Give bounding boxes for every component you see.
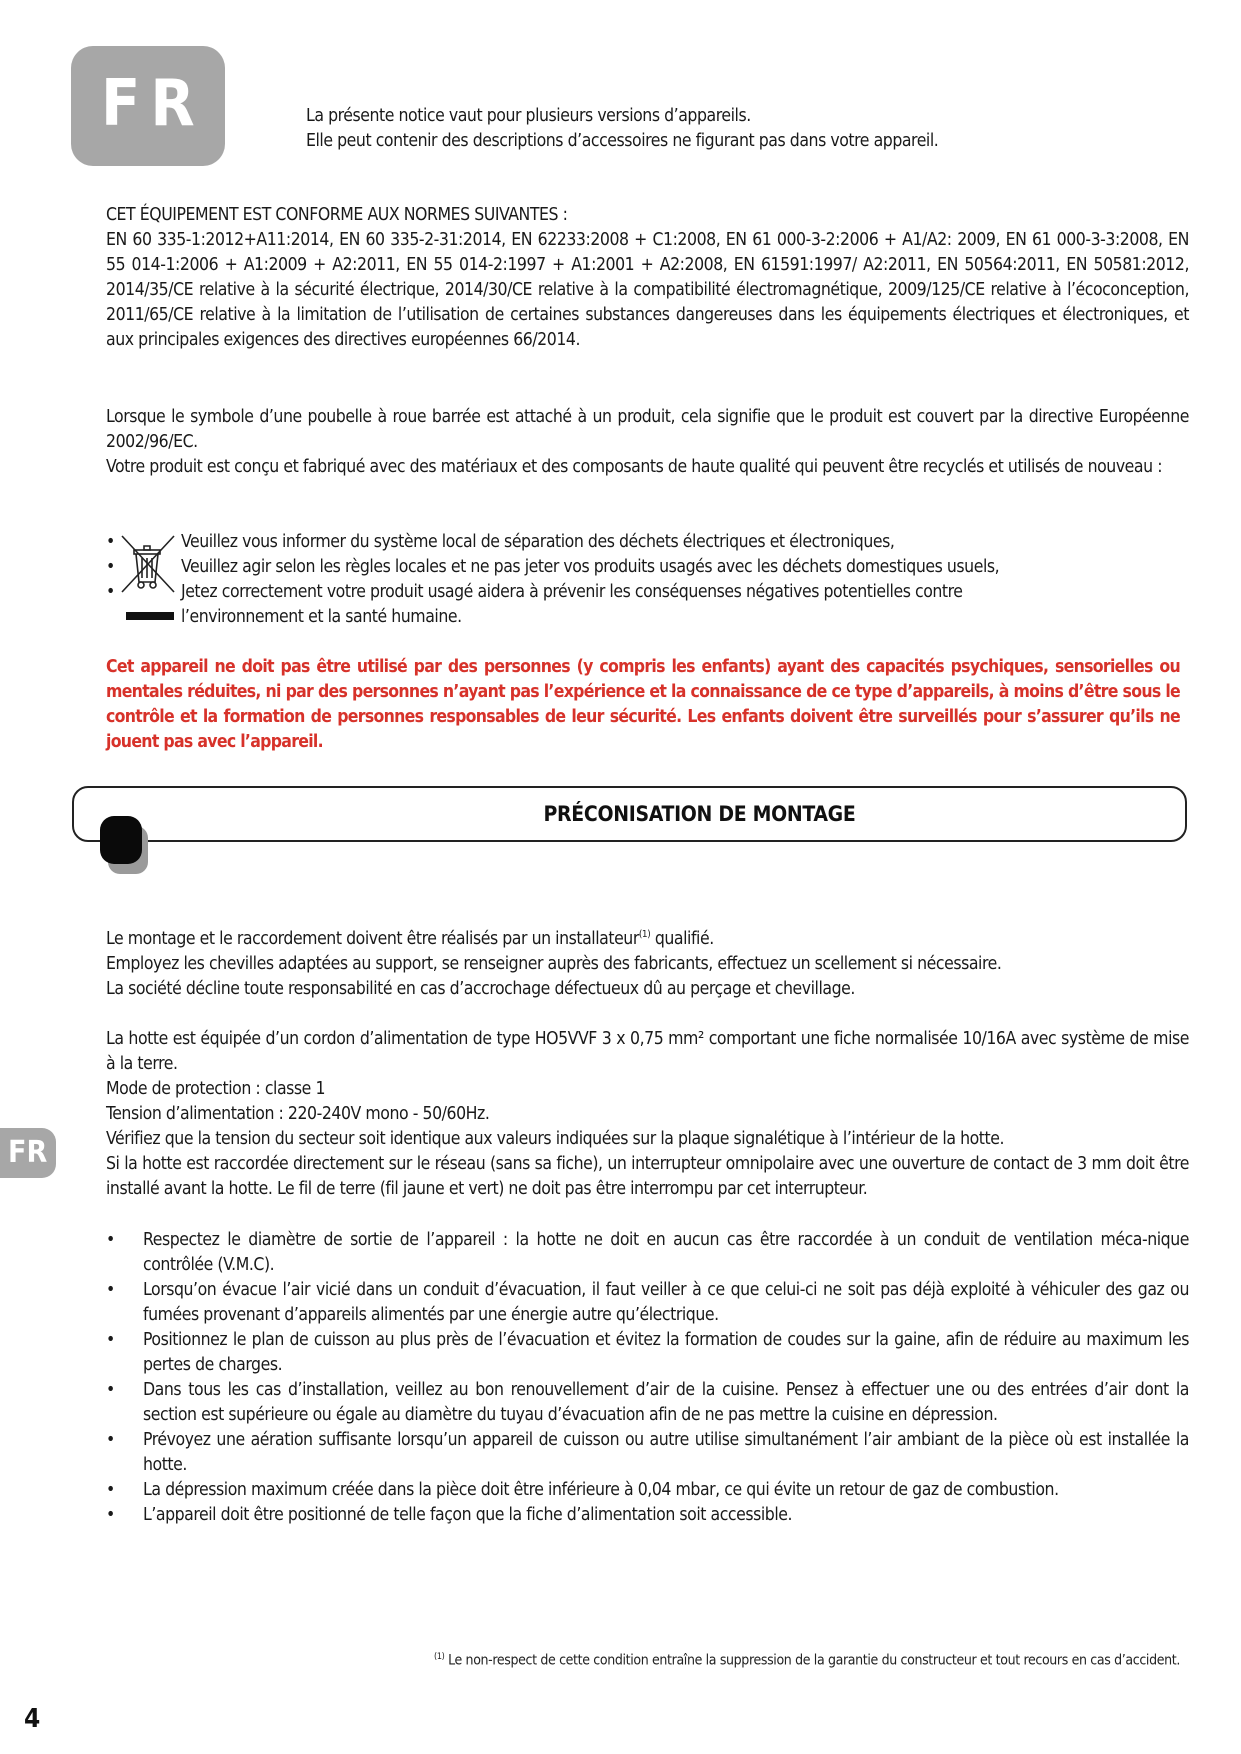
list-item-text: Lorsqu’on évacue l’air vicié dans un conduit d’évacuation, il faut veiller à ce que celui-ci ne soit pas déjà exploité à véhiculer des gaz ou fumées provenant d’appareils alimentés par une énergie autre qu’électrique. — [143, 1280, 1189, 1325]
montage-line: Tension d’alimentation : 220-240V mono - 50/60Hz. — [106, 1104, 490, 1124]
montage-line: Employez les chevilles adaptées au support, se renseigner auprès des fabricants, effectuez un scellement si nécessaire. — [106, 954, 1002, 974]
standards-block — [106, 203, 1189, 353]
language-badge — [71, 46, 225, 166]
list-item-text: Positionnez le plan de cuisson au plus près de l’évacuation et évitez la formation de coudes sur la gaine, afin de réduire au maximum les pertes de charges. — [143, 1330, 1189, 1375]
intro-line: Elle peut contenir des descriptions d’accessoires ne figurant pas dans votre appareil. — [306, 131, 939, 151]
footnote — [434, 1652, 1180, 1669]
language-badge-label: FR — [101, 67, 205, 141]
footnote-ref: (1) — [638, 929, 651, 941]
footnote-text: Le non-respect de cette condition entraîne la suppression de la garantie du constructeur et tout recours en cas d’accident. — [444, 1652, 1180, 1669]
intro-line: La présente notice vaut pour plusieurs versions d’appareils. — [306, 106, 751, 126]
spacer — [106, 1002, 1189, 1027]
list-item-continuation: l’environnement et la santé humaine. — [181, 607, 462, 627]
list-item — [106, 1228, 1189, 1278]
montage-instructions — [106, 927, 1189, 1202]
montage-line: Vérifiez que la tension du secteur soit identique aux valeurs indiquées sur la plaque signalétique à l’intérieur de la hotte. — [106, 1129, 1005, 1149]
list-item-text: Respectez le diamètre de sortie de l’appareil : la hotte ne doit en aucun cas être raccordée à un conduit de ventilation méca-nique contrôlée (V.M.C). — [143, 1230, 1189, 1275]
list-item-text: L’appareil doit être positionné de telle façon que la fiche d’alimentation soit accessible. — [143, 1505, 793, 1525]
weee-block — [106, 405, 1189, 480]
list-item — [106, 1428, 1189, 1478]
list-item — [106, 1378, 1189, 1428]
bullet-glyph: • — [106, 582, 115, 602]
montage-line: Mode de protection : classe 1 — [106, 1079, 326, 1099]
crossed-bin-icon — [120, 532, 176, 622]
list-item — [106, 1503, 1189, 1528]
bullet-glyph: • — [106, 532, 115, 552]
list-item-text: Dans tous les cas d’installation, veillez au bon renouvellement d’air de la cuisine. Pensez à effectuer une ou des entrées d’air dont la section est supérieure ou égale au diamètre du tuyau d’évacuation afin de ne pas mettre la cuisine en dépression. — [143, 1380, 1189, 1425]
list-item — [106, 1278, 1189, 1328]
installation-bullet-list — [106, 1228, 1189, 1528]
bullet-glyph: • — [106, 1480, 115, 1500]
montage-line: La société décline toute responsabilité en cas d’accrochage défectueux dû au perçage et chevillage. — [106, 979, 855, 999]
section-marker — [100, 816, 142, 864]
footnote-marker: (1) — [434, 1652, 445, 1662]
list-item — [106, 1328, 1189, 1378]
standards-text: EN 60 335-1:2012+A11:2014, EN 60 335-2-31:2014, EN 62233:2008 + C1:2008, EN 61 000-3-2:2006 + A1/A2: 2009, EN 61 000-3-3:2008, EN 55 014-1:2006 + A1:2009 + A2:2011, EN 55 014-2:1997 + A1:2001 + A2:2008, EN 61591:1997/ A2:2011, EN 50564:2011, EN 50581:2012, 2014/35/CE relative à la sécurité électrique, 2014/30/CE relative à la compatibilité électromagnétique, 2009/125/CE relative à l’écoconception, 2011/65/CE relative à la limitation de l’utilisation de certaines substances dangereuses dans les équipements électriques et électroniques, et aux principales exigences des directives européennes 66/2014. — [106, 230, 1189, 350]
page-number: 4 — [24, 1704, 41, 1734]
bullet-glyph: • — [106, 1280, 115, 1300]
montage-line — [106, 927, 1189, 952]
safety-warning: Cet appareil ne doit pas être utilisé par des personnes (y compris les enfants) ayant des capacités psychiques, sensorielles ou mentales réduites, ni par des personnes n’ayant pas l’expérience et la connaissance de ce type d’appareils, à moins d’être sous le contrôle et la formation de personnes responsables de leur sécurité. Les enfants doivent être surveillés pour s’assurer qu’ils ne jouent pas avec l’appareil. — [106, 657, 1180, 752]
montage-line-text: qualifié. — [650, 929, 714, 949]
weee-paragraph-2: Votre produit est conçu et fabriqué avec des matériaux et des composants de haute qualité qui peuvent être recyclés et utilisés de nouveau : — [106, 457, 1163, 477]
side-language-tab — [0, 1128, 56, 1178]
list-item-text: La dépression maximum créée dans la pièce doit être inférieure à 0,04 mbar, ce qui évite un retour de gaz de combustion. — [143, 1480, 1059, 1500]
bullet-glyph: • — [106, 1505, 115, 1525]
list-item: Veuillez vous informer du système local de séparation des déchets électriques et électroniques, — [181, 532, 895, 552]
section-title: PRÉCONISATION DE MONTAGE — [543, 802, 856, 826]
montage-line: La hotte est équipée d’un cordon d’alimentation de type HO5VVF 3 x 0,75 mm² comportant une fiche normalisée 10/16A avec système de mise à la terre. — [106, 1029, 1189, 1074]
montage-line: Si la hotte est raccordée directement sur le réseau (sans sa fiche), un interrupteur omnipolaire avec une ouverture de contact de 3 mm doit être installé avant la hotte. Le fil de terre (fil jaune et vert) ne doit pas être interrompu par cet interrupteur. — [106, 1154, 1189, 1199]
list-item-text: Prévoyez une aération suffisante lorsqu’un appareil de cuisson ou autre utilise simultanément l’air ambiant de la pièce où est installée la hotte. — [143, 1430, 1189, 1475]
montage-line-text: Le montage et le raccordement doivent être réalisés par un installateur — [106, 929, 639, 949]
bullet-glyph: • — [106, 1230, 115, 1250]
bullet-glyph: • — [106, 557, 115, 577]
list-item: Veuillez agir selon les règles locales et ne pas jeter vos produits usagés avec les déchets domestiques usuels, — [181, 557, 1000, 577]
bullet-glyph: • — [106, 1430, 115, 1450]
bullet-glyph: • — [106, 1380, 115, 1400]
list-item — [106, 1478, 1189, 1503]
section-header — [72, 786, 1187, 842]
bullet-glyph: • — [106, 1330, 115, 1350]
intro-notice — [306, 104, 1186, 154]
list-item: Jetez correctement votre produit usagé aidera à prévenir les conséquenses négatives potentielles contre — [181, 582, 963, 602]
standards-heading: CET ÉQUIPEMENT EST CONFORME AUX NORMES SUIVANTES : — [106, 205, 568, 225]
weee-paragraph-1: Lorsque le symbole d’une poubelle à roue barrée est attaché à un produit, cela signifie que le produit est couvert par la directive Européenne 2002/96/EC. — [106, 407, 1189, 452]
side-language-label: FR — [8, 1135, 48, 1170]
